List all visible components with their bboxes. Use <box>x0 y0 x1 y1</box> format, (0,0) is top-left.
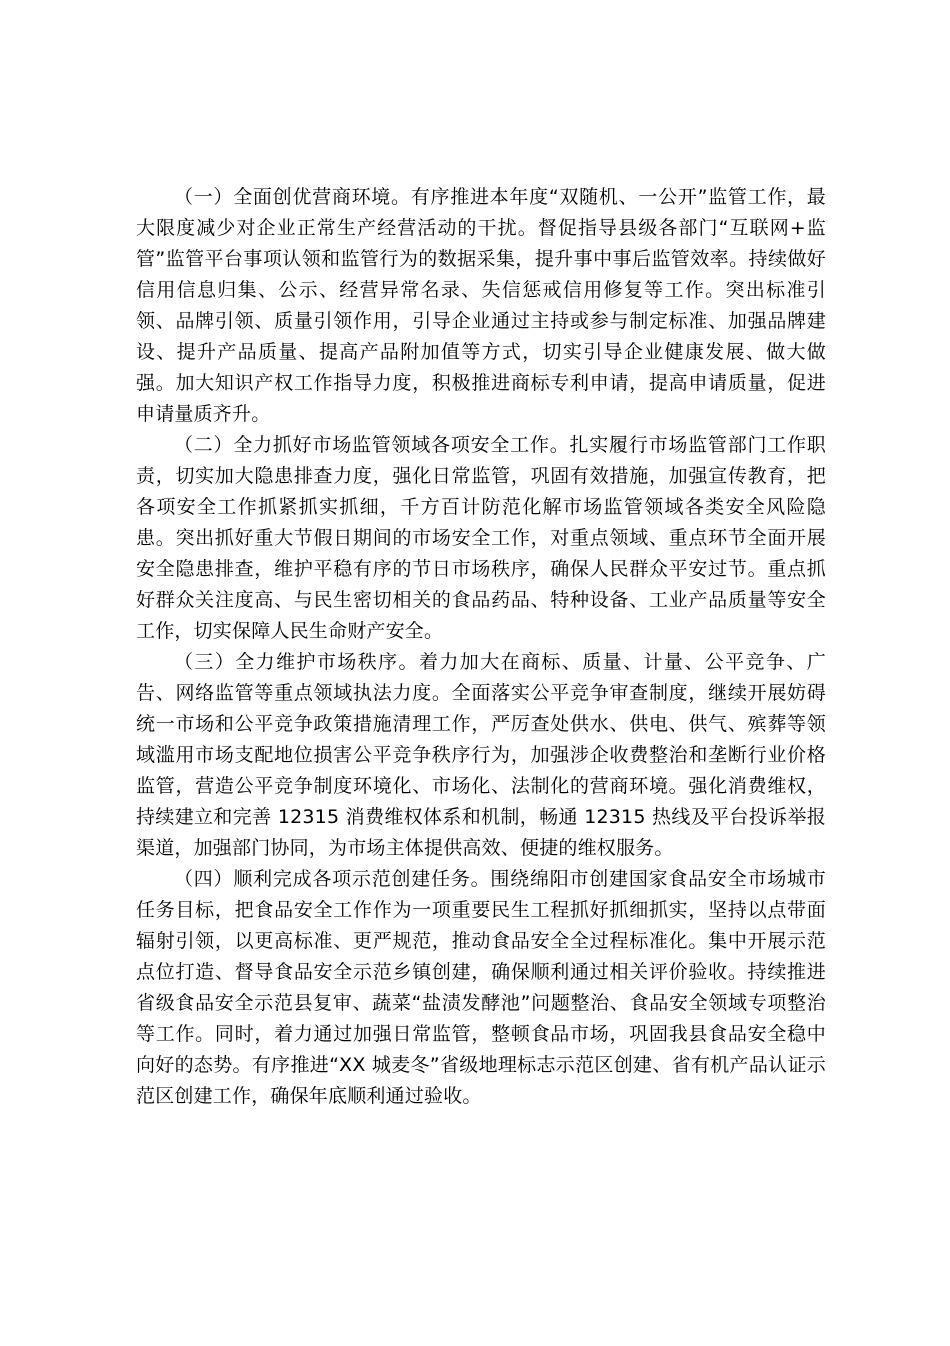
paragraph-safety-work: （二）全力抓好市场监管领域各项安全工作。扎实履行市场监管部门工作职责，切实加大隐患排查力度，强化日常监管，巩固有效措施，加强宣传教育，把各项安全工作抓紧抓实抓细，千方百计防范化解市场监管领域各类安全风险隐患。突出抓好重大节假日期间的市场安全工作，对重点领域、重点环节全面开展安全隐患排查，维护平稳有序的节日市场秩序，确保人民群众平安过节。重点抓好群众关注度高、与民生密切相关的食品药品、特种设备、工业产品质量等安全工作，切实保障人民生命财产安全。 <box>136 434 826 642</box>
paragraph-market-order: （三）全力维护市场秩序。着力加大在商标、质量、计量、公平竞争、广告、网络监管等重点领域执法力度。全面落实公平竞争审查制度，继续开展妨碍统一市场和公平竞争政策措施清理工作，严厉查处供水、供电、供气、殡葬等领域滥用市场支配地位损害公平竞争秩序行为，加强涉企收费整治和垄断行业价格监管，营造公平竞争制度环境化、市场化、法制化的营商环境。强化消费维权，持续建立和完善 12315 消费维权体系和机制，畅通 12315 热线及平台投诉举报渠道，加强部门协同，为市场主体提供高效、便捷的维权服务。 <box>136 651 826 859</box>
paragraph-demonstration-tasks: （四）顺利完成各项示范创建任务。围绕绵阳市创建国家食品安全市场城市任务目标，把食品安全工作作为一项重要民生工程抓好抓细抓实，坚持以点带面辐射引领，以更高标准、更严规范，推动食品安全全过程标准化。集中开展示范点位打造、督导食品安全示范乡镇创建，确保顺利通过相关评价验收。持续推进省级食品安全示范县复审、蔬菜“盐渍发酵池”问题整治、食品安全领域专项整治等工作。同时，着力通过加强日常监管，整顿食品市场，巩固我县食品安全稳中向好的态势。有序推进“XX 城麦冬”省级地理标志示范区创建、省有机产品认证示范区创建工作，确保年底顺利通过验收。 <box>136 868 826 1107</box>
paragraph-business-environment: （一）全面创优营商环境。有序推进本年度“双随机、一公开”监管工作，最大限度减少对企业正常生产经营活动的干扰。督促指导县级各部门“互联网+监管”监管平台事项认领和监管行为的数据采集，提升事中事后监管效率。持续做好信用信息归集、公示、经营异常名录、失信惩戒信用修复等工作。突出标准引领、品牌引领、质量引领作用，引导企业通过主持或参与制定标准、加强品牌建设、提升产品质量、提高产品附加值等方式，切实引导企业健康发展、做大做强。加大知识产权工作指导力度，积极推进商标专利申请，提高申请质量，促进申请量质齐升。 <box>136 186 826 425</box>
document-body <box>136 182 826 1112</box>
